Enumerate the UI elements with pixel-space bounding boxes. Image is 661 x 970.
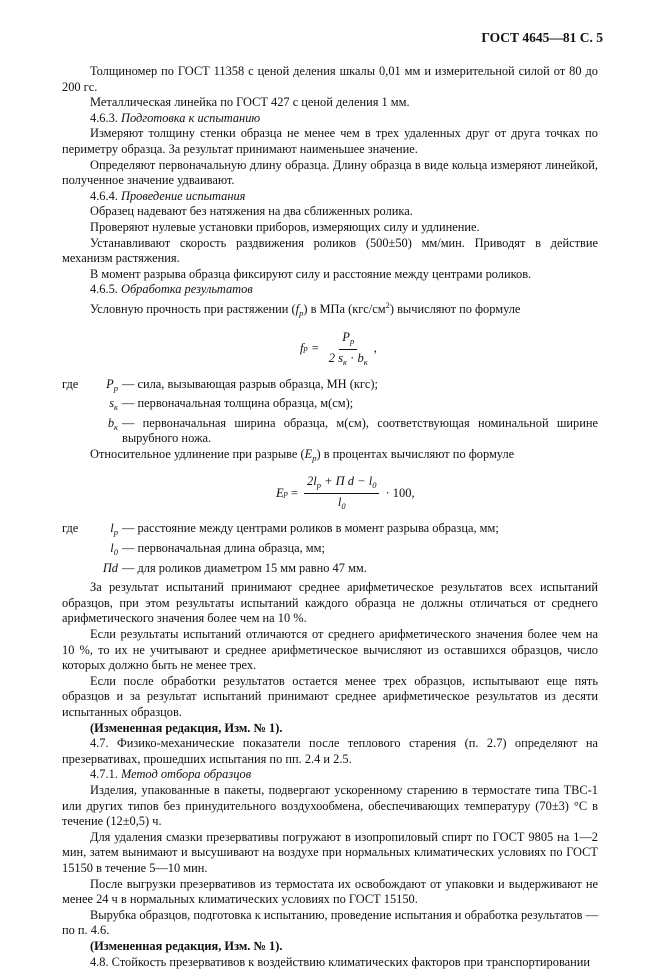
paragraph: Металлическая линейка по ГОСТ 427 с ценой деления 1 мм. [62, 95, 598, 111]
sym: l [110, 521, 113, 535]
section-number: 4.6.5. [90, 282, 118, 296]
equals-sign: = [312, 341, 319, 357]
section-number: 4.6.4. [90, 189, 118, 203]
superscript: 2 [386, 300, 390, 310]
formula-lhs-sub: р [284, 486, 288, 502]
sym: b [108, 416, 114, 430]
sym: P [106, 377, 114, 391]
fraction [326, 330, 371, 369]
paragraph: Образец надевают без натяжения на два сближенных ролика. [62, 204, 598, 220]
def-symbol [106, 377, 118, 397]
paragraph: Определяют первоначальную длину образца. Длину образца в виде кольца измеряют линейкой, полученное значение удваивают. [62, 158, 598, 189]
definition-row [62, 541, 598, 561]
def-text: — для роликов диаметром 15 мм равно 47 мм. [118, 561, 598, 581]
amendment-note: (Измененная редакция, Изм. № 1). [62, 939, 598, 955]
paragraph: Устанавливают скорость раздвижения роликов (500±50) мм/мин. Приводят в действие механизм растяжения. [62, 236, 598, 267]
sym: s [109, 396, 114, 410]
formula-intro-2 [62, 447, 598, 467]
den-dot: · [347, 351, 357, 365]
sym-sub: к [114, 422, 118, 432]
formula-strength [300, 330, 598, 369]
sym-sub: р [114, 383, 118, 393]
numerator [304, 474, 379, 494]
definitions-2 [62, 521, 598, 580]
section-title: Обработка результатов [121, 282, 253, 296]
num-sym: P [342, 330, 350, 344]
den-sym: b [357, 351, 363, 365]
num-sub: р [350, 336, 354, 346]
formula-lhs: E [276, 486, 284, 502]
def-symbol [106, 521, 118, 541]
document-body [62, 64, 598, 970]
sym-sub: к [114, 402, 118, 412]
paragraph: Вырубка образцов, подготовка к испытанию, проведение испытания и обработка результатов — по п. 4.6. [62, 908, 598, 939]
definition-row [62, 561, 598, 581]
formula-lhs: f [300, 341, 303, 357]
symbol: E [305, 447, 313, 461]
paragraph: Изделия, упакованные в пакеты, подвергают ускоренному старению в термостате типа ТВС-1 или других типов без принудительного воздухообмена, обеспечивающих температуру (70±3) °С в течение (12±0,5) ч. [62, 783, 598, 830]
symbol-sub: р [299, 308, 303, 318]
intro-text: ) вычисляют по формуле [390, 302, 521, 316]
definition-row [62, 416, 598, 447]
def-symbol [106, 396, 118, 416]
sym: l [110, 541, 113, 555]
def-text: — расстояние между центрами роликов в момент разрыва образца, мм; [118, 521, 598, 541]
section-heading-4-6-4 [62, 189, 598, 205]
paragraph: В момент разрыва образца фиксируют силу и расстояние между центрами роликов. [62, 267, 598, 283]
num-sub: 0 [372, 480, 376, 490]
definition-row [62, 396, 598, 416]
def-symbol [106, 541, 118, 561]
den-sym: l [338, 495, 341, 509]
intro-text: ) в МПа (кгс/см [303, 302, 385, 316]
sym-sub: 0 [114, 547, 118, 557]
symbol-sub: р [312, 453, 316, 463]
sym: Пd [103, 561, 118, 575]
formula-tail: · 100, [385, 486, 414, 502]
symbol: f [296, 302, 299, 316]
where-label: где [62, 521, 106, 541]
section-title: Метод отбора образцов [121, 767, 251, 781]
def-symbol [106, 416, 118, 447]
paragraph: 4.7. Физико-механические показатели после теплового старения (п. 2.7) определяют на презервативах, прошедших испытания по пп. 2.4 и 2.5. [62, 736, 598, 767]
intro-text: ) в процентах вычисляют по формуле [316, 447, 514, 461]
formula-intro-1 [62, 298, 598, 322]
definitions-1 [62, 377, 598, 447]
paragraph: Измеряют толщину стенки образца не менее чем в трех удаленных друг от друга точках по периметру образца. За результат принимают наименьшее значение. [62, 126, 598, 157]
definition-row [62, 377, 598, 397]
def-symbol [96, 561, 118, 581]
paragraph: Если после обработки результатов остается менее трех образцов, испытывают еще пять образцов и за результат испытаний принимают среднее арифметическое результатов из десяти испытанных образцов. [62, 674, 598, 721]
paragraph: Для удаления смазки презервативы погружают в изопропиловый спирт по ГОСТ 9805 на 1—2 мин, затем вынимают и высушивают на воздухе при нормальных климатических условиях по ГОСТ 15150 в течение 5—10 мин. [62, 830, 598, 877]
def-text: — сила, вызывающая разрыв образца, МН (кгс); [118, 377, 598, 397]
amendment-note: (Измененная редакция, Изм. № 1). [62, 721, 598, 737]
num-sym: 2l [307, 474, 317, 488]
def-text: — первоначальная ширина образца, м(см), соответствующая номинальной ширине вырубного ножа. [118, 416, 598, 447]
section-heading-4-6-3 [62, 111, 598, 127]
num-sym: + П d − l [321, 474, 372, 488]
sym-sub: р [114, 527, 118, 537]
denominator [326, 350, 371, 369]
section-number: 4.6.3. [90, 111, 118, 125]
where-label: где [62, 377, 106, 397]
numerator [339, 330, 357, 350]
section-title: Подготовка к испытанию [121, 111, 260, 125]
paragraph: За результат испытаний принимают среднее арифметическое результатов всех испытаний образцов, при этом результаты испытаний каждого образца не должны отличаться от среднего арифметического значения более чем на 10 %. [62, 580, 598, 627]
equals-sign: = [291, 486, 298, 502]
def-text: — первоначальная длина образца, мм; [118, 541, 598, 561]
den-sub: к [364, 357, 368, 367]
formula-lhs-sub: р [303, 341, 307, 357]
num-sub: р [317, 480, 321, 490]
paragraph: Толщиномер по ГОСТ 11358 с ценой деления шкалы 0,01 мм и измерительной силой от 80 до 200 гс. [62, 64, 598, 95]
formula-elongation [276, 474, 598, 513]
section-heading-4-7-1 [62, 767, 598, 783]
definition-row [62, 521, 598, 541]
denominator [335, 494, 349, 513]
formula-tail: , [374, 341, 377, 357]
page-header: ГОСТ 4645—81 С. 5 [481, 30, 603, 46]
paragraph: 4.8. Стойкость презервативов к воздействию климатических факторов при транспортировании [62, 955, 598, 970]
paragraph: Проверяют нулевые установки приборов, измеряющих силу и удлинение. [62, 220, 598, 236]
intro-text: Относительное удлинение при разрыве ( [90, 447, 305, 461]
section-heading-4-6-5 [62, 282, 598, 298]
den-sub: к [343, 357, 347, 367]
section-number: 4.7.1. [90, 767, 118, 781]
def-text: — первоначальная толщина образца, м(см); [118, 396, 598, 416]
intro-text: Условную прочность при растяжении ( [90, 302, 296, 316]
den-sub: 0 [341, 501, 345, 511]
section-title: Проведение испытания [121, 189, 245, 203]
den-sym: 2 s [329, 351, 343, 365]
paragraph: Если результаты испытаний отличаются от среднего арифметического значения более чем на 10 %, то их не учитывают и среднее арифметическое вычисляют из оставшихся образцов, число которых должно быть не менее трех. [62, 627, 598, 674]
fraction [304, 474, 379, 513]
paragraph: После выгрузки презервативов из термостата их освобождают от упаковки и выдерживают не менее 24 ч в нормальных климатических условиях по ГОСТ 15150. [62, 877, 598, 908]
